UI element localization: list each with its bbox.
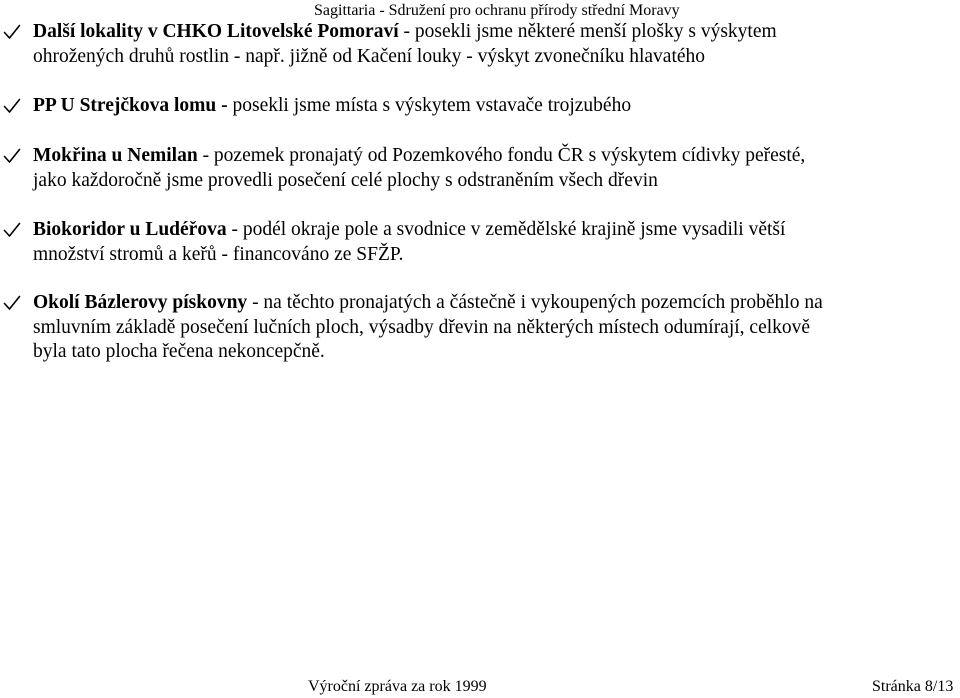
list-item-text	[33, 291, 957, 365]
list-item-description: posekli jsme místa s výskytem vstavače trojzubého	[227, 95, 632, 116]
report-title: Výroční zpráva za rok 1999	[308, 678, 487, 695]
page-number: Stránka 8/13	[872, 678, 954, 695]
list-item-continuation: ohrožených druhů rostlin - např. jižně od Kačení louky - výskyt zvonečníku hlavatého	[33, 45, 706, 67]
checkmark-icon	[3, 147, 21, 165]
organization-header: Sagittaria - Sdružení pro ochranu přírody střední Moravy	[314, 2, 680, 19]
checkmark-icon	[3, 294, 21, 312]
list-item-description: - pozemek pronajatý od Pozemkového fondu ČR s výskytem cídivky peřesté,	[197, 145, 806, 166]
checkmark-icon	[3, 221, 21, 239]
checkmark-icon	[3, 97, 21, 115]
list-item-text	[33, 20, 957, 69]
list-item-title: PP U Strejčkova lomu -	[33, 95, 228, 116]
list-item-title: Další lokality v CHKO Litovelské Pomoraví	[33, 21, 399, 42]
list-item-description: - na těchto pronajatých a částečně i vykoupených pozemcích proběhlo na	[247, 292, 823, 313]
list-item-title: Okolí Bázlerovy pískovny	[33, 292, 248, 313]
list-item-description: - podél okraje pole a svodnice v zemědělské krajině jsme vysadili větší	[226, 219, 786, 240]
list-item-description: - posekli jsme některé menší plošky s výskytem	[398, 21, 777, 42]
list-item-text	[33, 94, 957, 119]
list-item-title: Mokřina u Nemilan	[33, 145, 198, 166]
list-item-continuation: byla tato plocha řečena nekoncepčně.	[33, 341, 325, 362]
list-item-continuation: množství stromů a keřů - financováno ze SFŽP.	[33, 243, 404, 265]
checkmark-icon	[3, 23, 21, 41]
list-item-title: Biokoridor u Ludéřova	[33, 219, 227, 240]
list-item-continuation: smluvním základě posečení lučních ploch, výsadby dřevin na některých místech odumírají, celkově	[33, 316, 811, 338]
list-item-text	[33, 218, 957, 267]
list-item-continuation: jako každoročně jsme provedli posečení celé plochy s odstraněním všech dřevin	[33, 169, 658, 191]
list-item-text	[33, 144, 957, 193]
